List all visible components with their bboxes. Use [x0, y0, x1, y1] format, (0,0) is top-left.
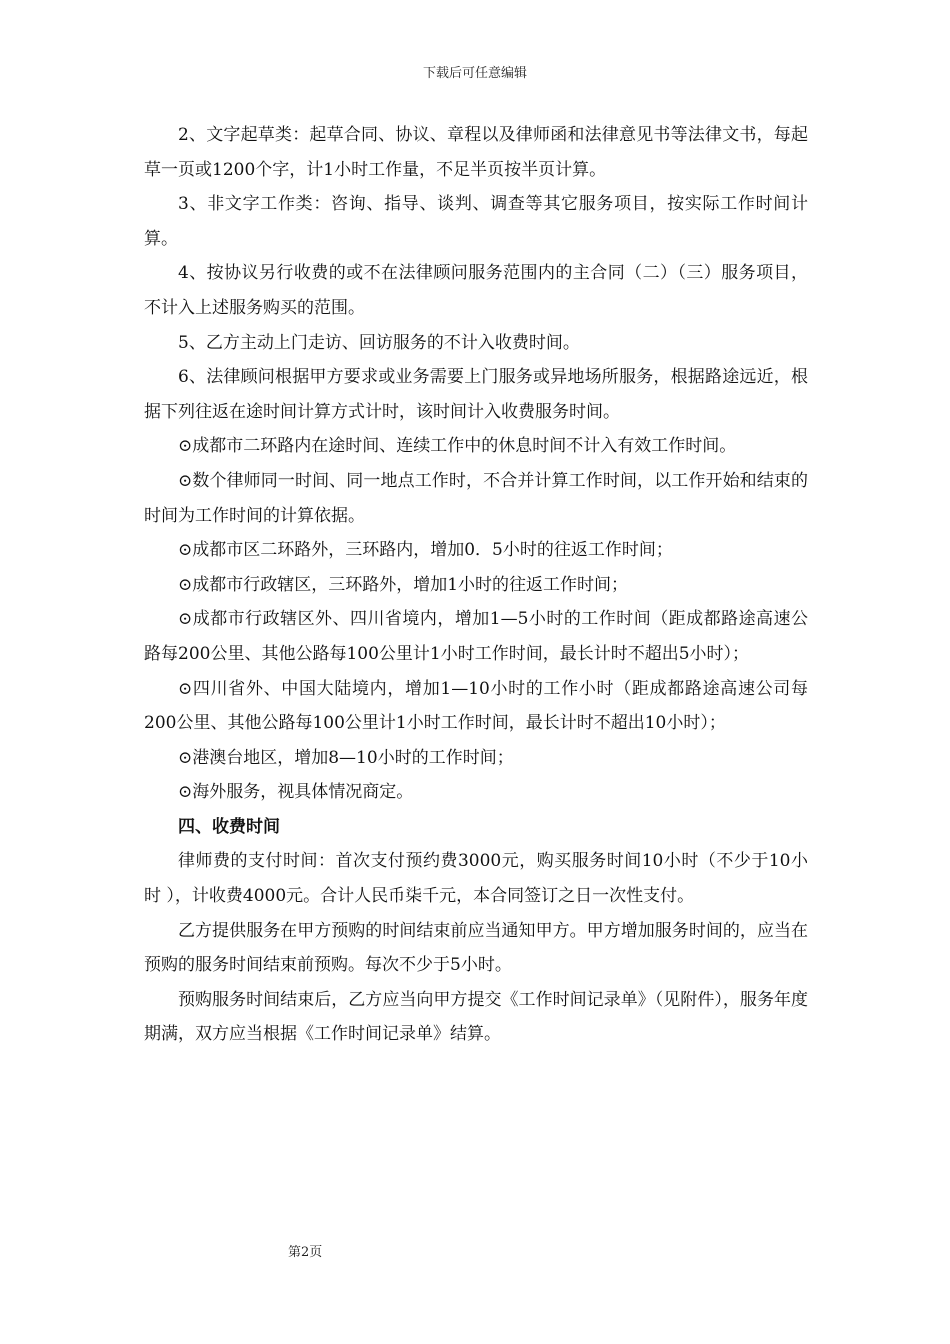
- bullet-sichuan: ⊙成都市行政辖区外、四川省境内，增加1—5小时的工作时间（距成都路途高速公路每200公里、其他公路每100公里计1小时工作时间，最长计时不超出5小时）；: [144, 609, 808, 664]
- bullet-hk-macau-taiwan: ⊙港澳台地区，增加8—10小时的工作时间；: [178, 747, 514, 768]
- paragraph-separate-fees: 4、按协议另行收费的或不在法律顾问服务范围内的主合同（二）（三）服务项目，不计入上述服务购买的范围。: [144, 263, 808, 318]
- section-heading-fee-time: 四、收费时间: [178, 816, 280, 837]
- page-number: 第2页: [288, 1245, 323, 1260]
- document-body: [144, 118, 808, 1052]
- paragraph-notify: 乙方提供服务在甲方预购的时间结束前应当通知甲方。甲方增加服务时间的，应当在预购的服务时间结束前预购。每次不少于5小时。: [144, 920, 808, 976]
- bullet-ring-road-2: ⊙成都市二环路内在途时间、连续工作中的休息时间不计入有效工作时间。: [178, 436, 737, 457]
- paragraph-non-text-work: 3、非文字工作类：咨询、指导、谈判、调查等其它服务项目，按实际工作时间计算。: [144, 194, 808, 249]
- bullet-overseas: ⊙海外服务，视具体情况商定。: [178, 782, 414, 803]
- paragraph-visits: 5、乙方主动上门走访、回访服务的不计入收费时间。: [178, 332, 580, 353]
- bullet-chengdu-admin: ⊙成都市行政辖区，三环路外，增加1小时的往返工作时间；: [178, 574, 629, 595]
- page-header: 下载后可任意编辑: [422, 66, 527, 81]
- paragraph-drafting: 2、文字起草类：起草合同、协议、章程以及律师函和法律意见书等法律文书，每起草一页或1200个字，计1小时工作量，不足半页按半页计算。: [144, 125, 808, 180]
- paragraph-payment-time: 律师费的支付时间：首次支付预约费3000元，购买服务时间10小时（不少于10小时 ），计收费4000元。合计人民币柒千元，本合同签订之日一次性支付。: [144, 851, 808, 907]
- bullet-ring-road-3: ⊙成都市区二环路外，三环路内，增加0．5小时的往返工作时间；: [178, 540, 673, 561]
- paragraph-settlement: 预购服务时间结束后，乙方应当向甲方提交《工作时间记录单》（见附件），服务年度期满，双方应当根据《工作时间记录单》结算。: [144, 989, 808, 1045]
- paragraph-onsite-service: 6、法律顾问根据甲方要求或业务需要上门服务或异地场所服务，根据路途远近，根据下列往返在途时间计算方式计时，该时间计入收费服务时间。: [144, 367, 808, 422]
- bullet-mainland-china: ⊙四川省外、中国大陆境内，增加1—10小时的工作小时（距成都路途高速公司每200公里、其他公路每100公里计1小时工作时间，最长计时不超出10小时）；: [144, 678, 808, 734]
- bullet-multiple-lawyers: ⊙数个律师同一时间、同一地点工作时，不合并计算工作时间，以工作开始和结束的时间为工作时间的计算依据。: [144, 470, 808, 526]
